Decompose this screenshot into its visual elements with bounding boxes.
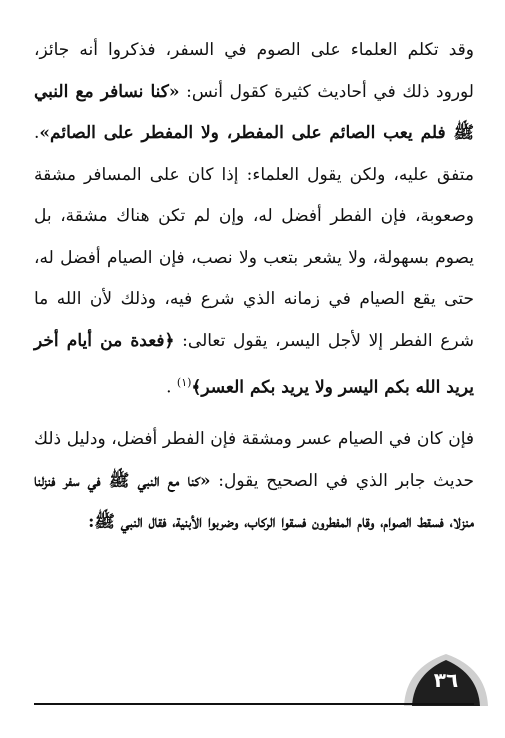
page-number: ٣٦ <box>433 668 459 692</box>
footnote-reference: (١) <box>176 376 192 389</box>
quran-verse-quote: ﴿فعدة من أيام أخر يريد الله بكم اليسر ولا يريد بكم العسر﴾ <box>34 330 474 398</box>
paragraph-fasting-travel <box>34 30 474 409</box>
page-body-text <box>34 30 474 544</box>
hadith-anas-quote: «كنا نسافر مع النبي ﷺ فلم يعب الصائم على المفطر، ولا المفطر على الصائم» <box>34 81 474 143</box>
text-segment: . متفق عليه، ولكن يقول العلماء: إذا كان على المسافر مشقة وصعوبة، فإن الفطر أفضل له، وإن لم تكن هناك مشقة، بل يصوم بسهولة، ولا يشعر بتعب ولا نصب، فإن الصيام أفضل له، حتى يقع الصيام في زمانه الذي شرع فيه، وذلك لأن الله ما شرع الفطر إلا لأجل اليسر، يقول تعالى: <box>34 123 474 351</box>
text-segment: فإن كان في الصيام عسر ومشقة فإن الفطر أفضل، ودليل ذلك حديث جابر الذي في الصحيح يقول: <box>34 429 475 491</box>
text-segment: . <box>166 377 177 398</box>
footer-divider <box>34 703 474 705</box>
text-segment: وقد تكلم العلماء على الصوم في السفر، فذكروا أنه جائز، لورود ذلك في أحاديث كثيرة كقول أنس: <box>34 40 474 102</box>
hadith-jabir-quote: «كنا مع النبي ﷺ في سفر فنزلنا منزلا، فسقط الصوام، وقام المفطرون فسقوا الركاب، وضربوا الأبنية، فقال النبي ﷺ: <box>34 470 474 533</box>
paragraph-jabir-hadith <box>34 419 474 544</box>
